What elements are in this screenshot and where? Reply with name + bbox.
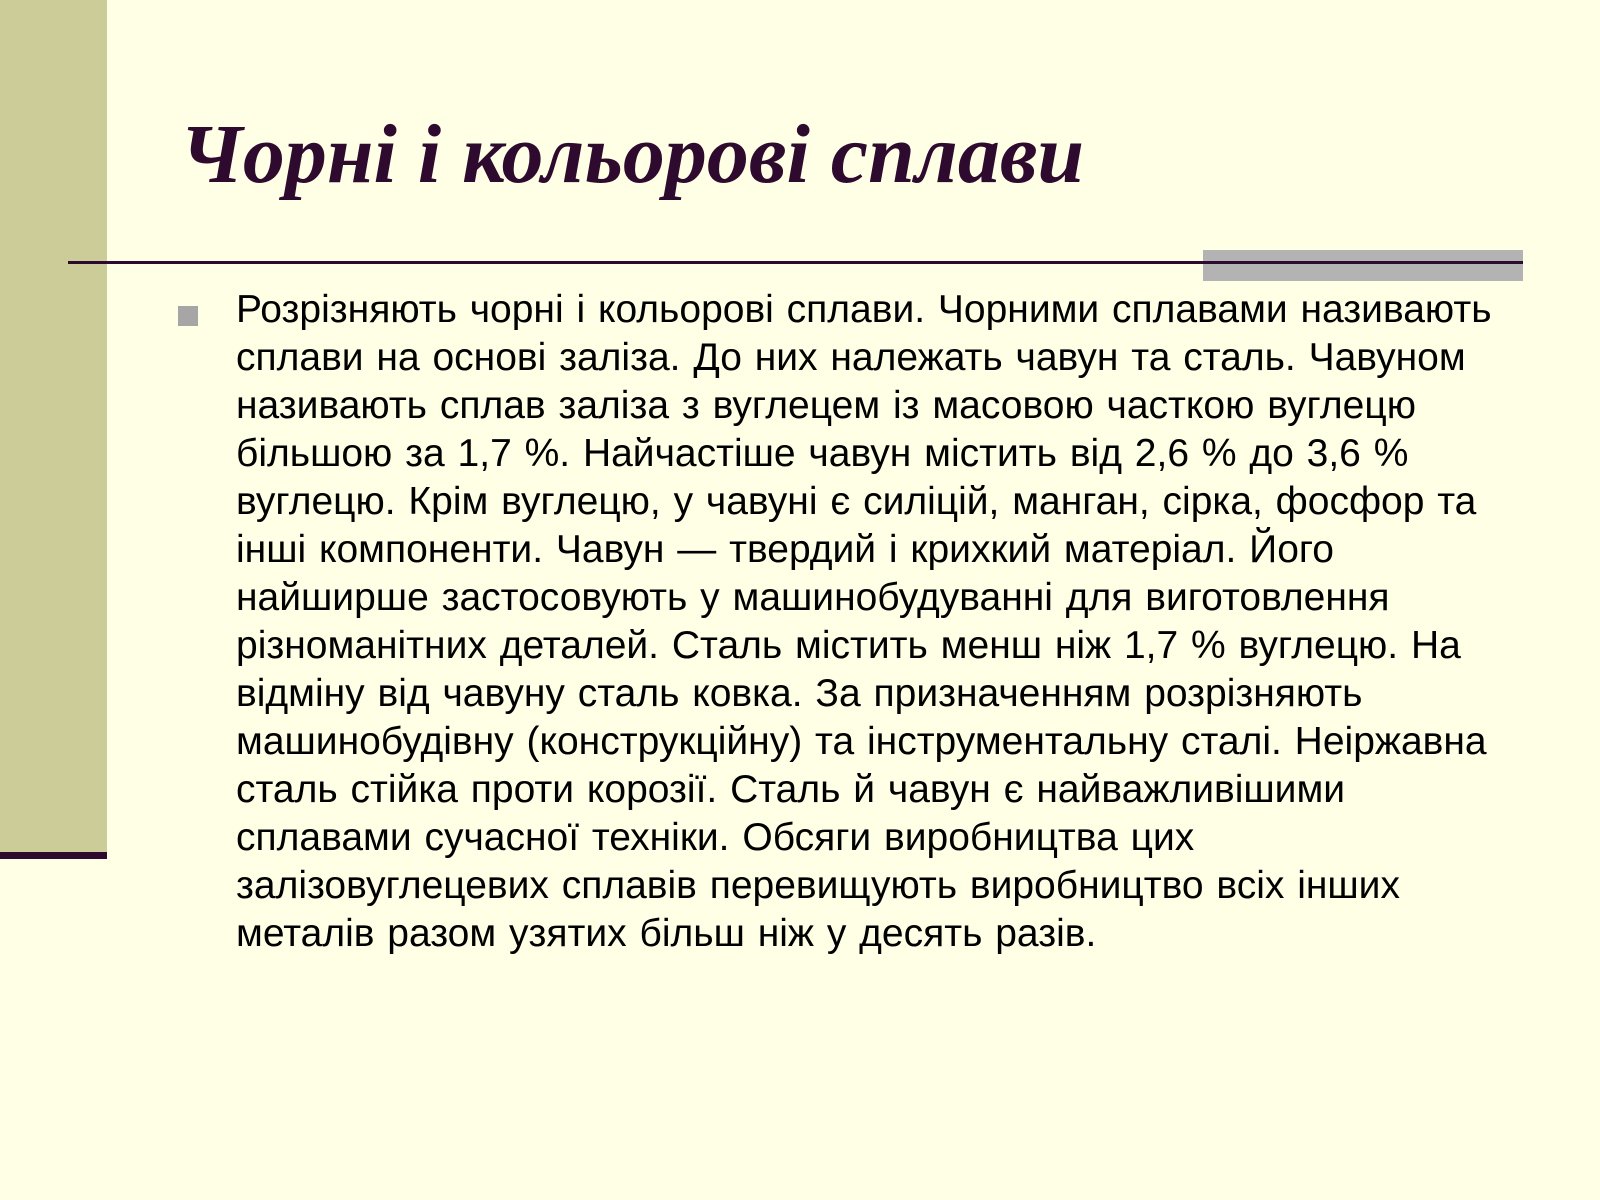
- title-divider-block: [1203, 250, 1523, 281]
- bullet-item: [178, 286, 1508, 958]
- slide-title: Чорні і кольорові сплави: [180, 108, 1085, 201]
- slide-content: [178, 286, 1508, 958]
- sidebar-accent-line: [0, 852, 107, 859]
- square-bullet-icon: [178, 306, 198, 326]
- bullet-text: Розрізняють чорні і кольорові сплави. Чорними сплавами називають сплави на основі заліза. До них належать чавун та сталь. Чавуном називають сплав заліза з вуглецем із масовою часткою вуглецю більшою за 1,7 %. Найчастіше чавун містить від 2,6 % до 3,6 % вуглецю. Крім вуглецю, у чавуні є силіцій, манган, сірка, фосфор та інші компоненти. Чавун — твердий і крихкий матеріал. Його найширше застосовують у машинобудуванні для виготовлення різноманітних деталей. Сталь містить менш ніж 1,7 % вуглецю. На відміну від чавуну сталь ковка. За призначенням розрізняють машинобудівну (конструкційну) та інструментальну сталі. Неіржавна сталь стійка проти корозії. Сталь й чавун є найважливішими сплавами сучасної техніки. Обсяги виробництва цих залізовуглецевих сплавів перевищують виробництво всіх інших металів разом узятих більш ніж у десять разів.: [236, 288, 1492, 955]
- title-divider-block-line: [1203, 261, 1523, 264]
- sidebar-decoration: [0, 0, 107, 852]
